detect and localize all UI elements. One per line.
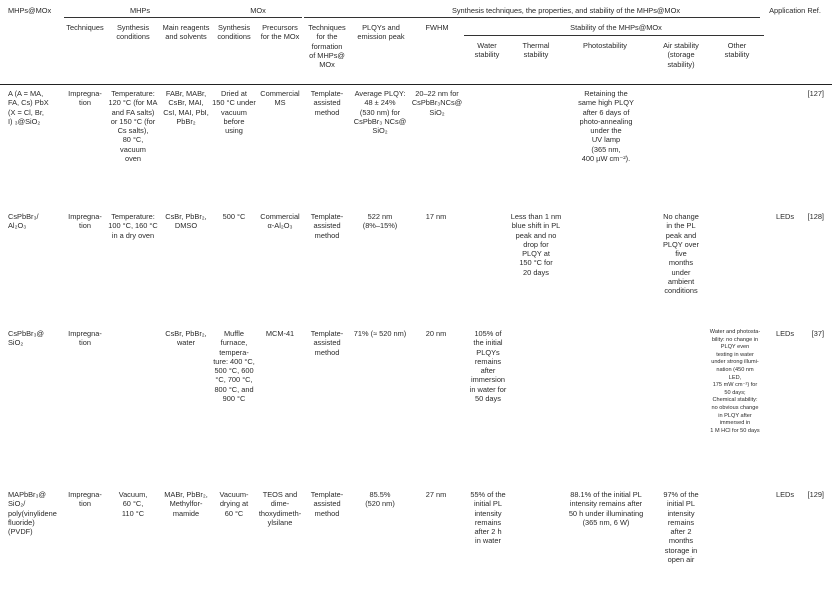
header-synthesis-group: Synthesis techniques, the properties, and stability of the MHPs@MOx xyxy=(451,6,681,15)
header-precursors: Precursors for the MOx xyxy=(260,23,300,42)
row3-precursors: MCM-41 xyxy=(265,329,295,338)
row1-technique: Impregna- tion xyxy=(68,89,102,108)
header-main-reagents: Main reagents and solvents xyxy=(162,23,210,42)
header-mhp-mox: MHPs@MOx xyxy=(8,6,52,15)
row1-photo: Retaining the same high PLQY after 6 days of photo-annealing under the UV lamp (365 nm, 400 µW cm⁻²). xyxy=(578,89,634,164)
row1-synthesis: Temperature: 120 °C (for MA and FA salts) or 150 °C (for Cs salts), 80 °C, vacuum oven xyxy=(108,89,158,164)
row3-application: LEDs xyxy=(775,329,795,338)
row3-reagents: CsBr, PbBr₂, water xyxy=(165,329,207,348)
header-bottom-rule xyxy=(0,84,832,85)
row3-plqy: 71% (≈ 520 nm) xyxy=(353,329,407,338)
row1-fwhm: 20–22 nm for CsPbBr₃NCs@ SiO₂ xyxy=(411,89,463,117)
row4-technique: Impregna- tion xyxy=(68,490,102,509)
header-techniques-formation: Techniques for the formation of MHPs@ MOx xyxy=(308,23,346,70)
row4-photo: 88.1% of the initial PL intensity remains after 50 h under illuminating (365 nm, 6 W) xyxy=(568,490,644,527)
row2-reagents: CsBr, PbBr₂, DMSO xyxy=(165,212,207,231)
row2-technique: Impregna- tion xyxy=(68,212,102,231)
row1-ref: [127] xyxy=(807,89,824,98)
row2-air: No change in the PL peak and PLQY over five months under ambient conditions xyxy=(662,212,699,296)
row4-water: 55% of the initial PL intensity remains after 2 h in water xyxy=(470,490,506,546)
row3-mox-synthesis: Muffle furnace, tempera- ture: 400 °C, 500 °C, 600 °C, 700 °C, 800 °C, and 900 °C xyxy=(213,329,255,404)
row1-precursors: Commercial MS xyxy=(260,89,300,108)
header-plqy: PLQYs and emission peak xyxy=(357,23,405,42)
row3-fwhm: 20 nm xyxy=(425,329,447,338)
header-application-ref: Application Ref. xyxy=(769,6,821,15)
row4-air: 97% of the initial PL intensity remains after 2 months storage in open air xyxy=(663,490,699,565)
row4-precursors: TEOS and dime- thoxydimeth- ylsilane xyxy=(258,490,302,527)
row2-mox-synthesis: 500 °C xyxy=(222,212,246,221)
row3-material: CsPbBr₃@ SiO₂ xyxy=(8,329,44,348)
row3-other: Water and photosta- bility: no change in PLQY even testing in water under strong illumi- nation (450 nm LED, 175 mW cm⁻²) for 50 days; Chemical stability: no obvious change in PLQY after immersed in 1 M HCl for 50 days xyxy=(709,329,761,434)
header-fwhm: FWHM xyxy=(425,23,449,32)
header-rule-synthesis xyxy=(304,17,760,18)
row2-precursors: Commercial α-Al₂O₃ xyxy=(260,212,300,231)
header-mox-synthesis: Synthesis conditions xyxy=(217,23,251,42)
header-photo: Photostability xyxy=(583,41,627,50)
row2-ref: [128] xyxy=(807,212,824,221)
row3-formation: Template- assisted method xyxy=(310,329,344,357)
row4-application: LEDs xyxy=(775,490,795,499)
header-thermal: Thermal stability xyxy=(522,41,550,60)
row2-synthesis: Temperature: 100 °C, 160 °C in a dry oven xyxy=(108,212,158,240)
row4-formation: Template- assisted method xyxy=(310,490,344,518)
row1-mox-synthesis: Dried at 150 °C under vacuum before using xyxy=(212,89,256,136)
header-other: Other stability xyxy=(724,41,750,60)
row2-thermal: Less than 1 nm blue shift in PL peak and no drop for PLQY at 150 °C for 20 days xyxy=(510,212,562,277)
row4-mox-synthesis: Vacuum- drying at 60 °C xyxy=(219,490,249,518)
header-stability-group: Stability of the MHPs@MOx xyxy=(570,23,662,32)
row3-water: 105% of the initial PLQYs remains after immersion in water for 50 days xyxy=(469,329,507,404)
row1-plqy: Average PLQY: 48 ± 24% (530 nm) for CsPbBr₃ NCs@ SiO₂ xyxy=(353,89,407,136)
row1-formation: Template- assisted method xyxy=(310,89,344,117)
row2-fwhm: 17 nm xyxy=(425,212,447,221)
header-rule-mox xyxy=(214,17,302,18)
row2-material: CsPbBr₃/ Al₂O₃ xyxy=(8,212,39,231)
header-mox: MOx xyxy=(250,6,266,15)
row4-ref: [129] xyxy=(807,490,824,499)
header-air: Air stability (storage stability) xyxy=(663,41,699,69)
row1-material: A (A = MA, FA, Cs) PbX (X = Cl, Br, I) ₃@SiO₂ xyxy=(8,89,49,126)
row2-plqy: 522 nm (8%–15%) xyxy=(362,212,398,231)
row2-formation: Template- assisted method xyxy=(310,212,344,240)
row4-fwhm: 27 nm xyxy=(425,490,447,499)
header-water: Water stability xyxy=(474,41,500,60)
header-synthesis-conditions: Synthesis conditions xyxy=(116,23,150,42)
header-techniques: Techniques xyxy=(66,23,104,32)
row4-material: MAPbBr₃@ SiO₂/ poly(vinylidene fluoride) (PVDF) xyxy=(8,490,57,537)
row2-application: LEDs xyxy=(775,212,795,221)
row1-reagents: FABr, MABr, CsBr, MAI, CsI, MAI, PbI, PbBr₂ xyxy=(163,89,209,126)
row4-plqy: 85.5% (520 nm) xyxy=(365,490,395,509)
row4-reagents: MABr, PbBr₂, Methylfor- mamide xyxy=(164,490,208,518)
row3-ref: [37] xyxy=(811,329,824,338)
header-mhps: MHPs xyxy=(129,6,151,15)
row4-synthesis: Vacuum, 60 °C, 110 °C xyxy=(118,490,148,518)
header-rule-stability xyxy=(464,35,764,36)
row3-technique: Impregna- tion xyxy=(68,329,102,348)
